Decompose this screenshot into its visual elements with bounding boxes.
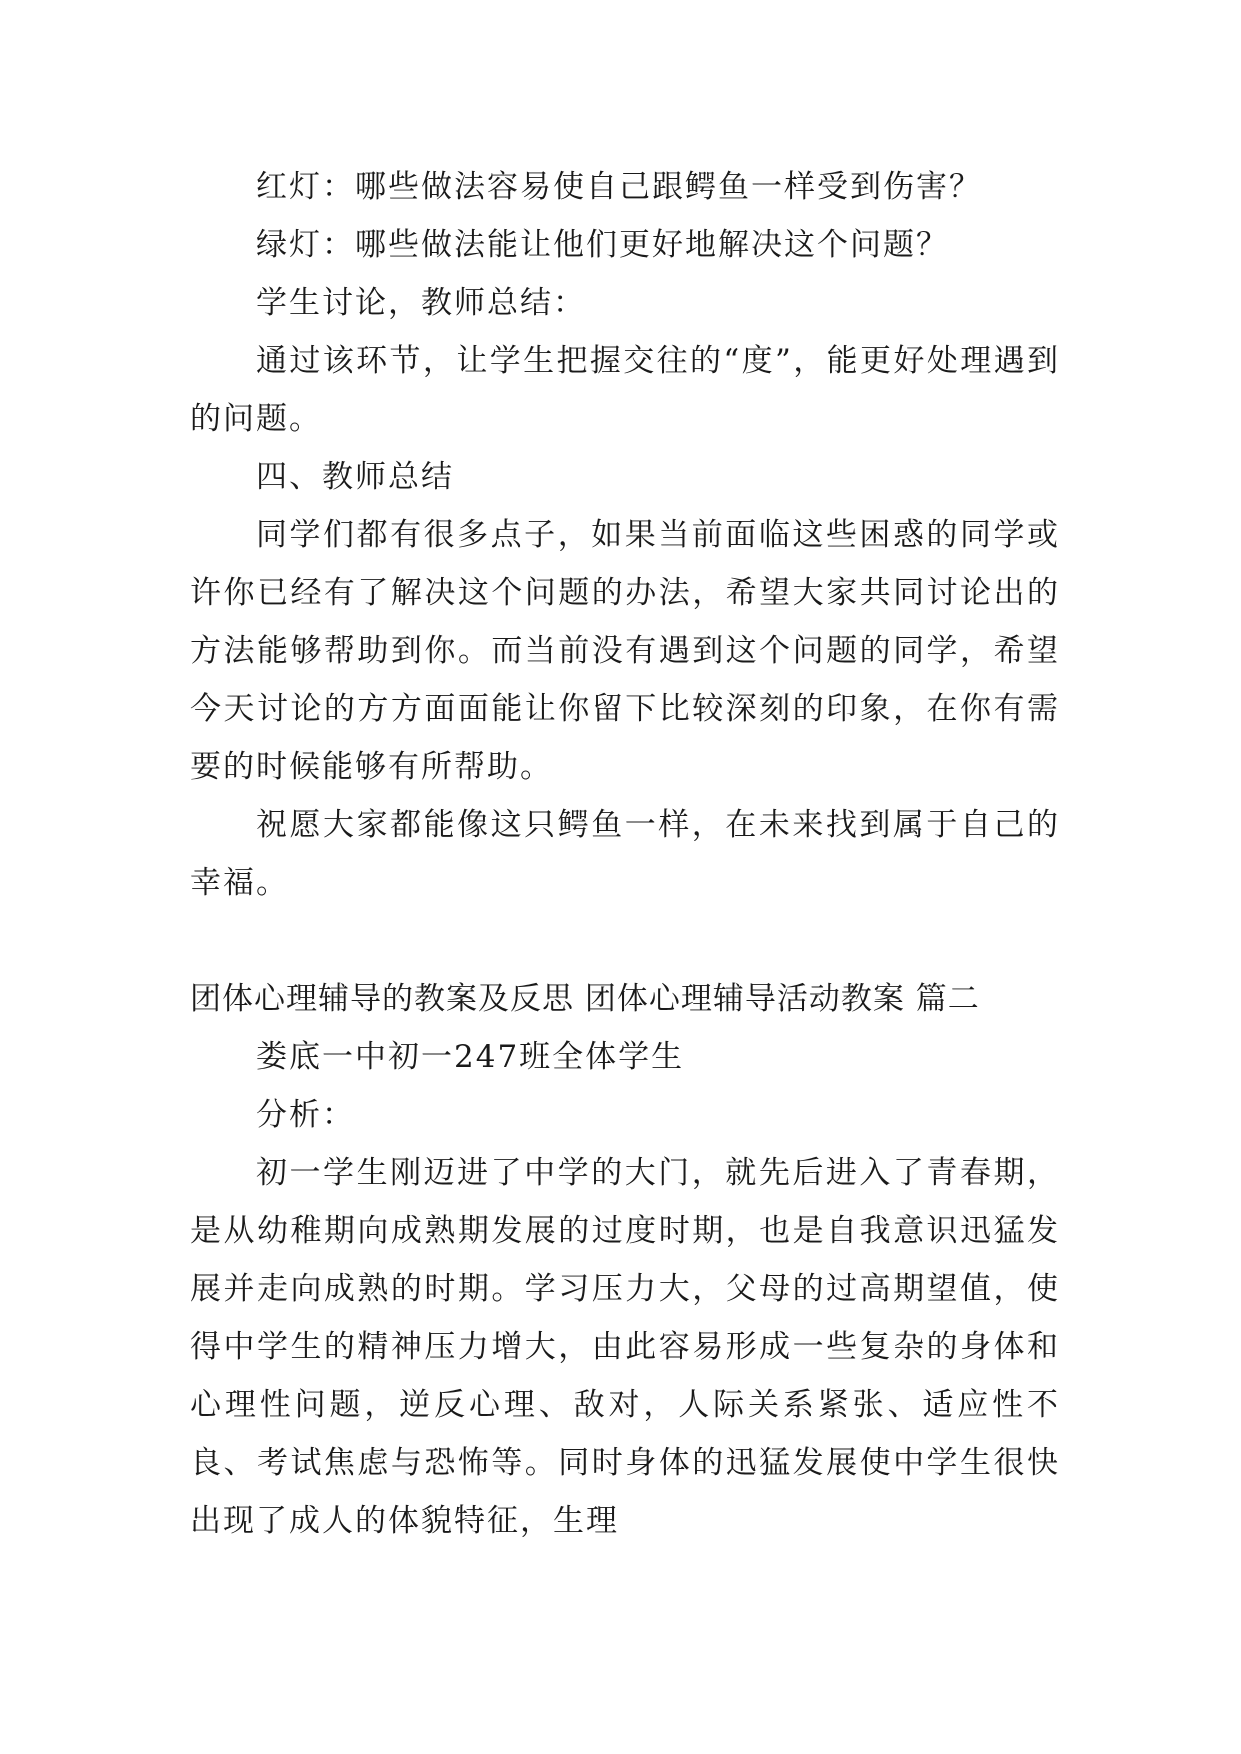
paragraph-red-light: 红灯：哪些做法容易使自己跟鳄鱼一样受到伤害？ [256, 169, 982, 205]
paragraph-link-summary: 通过该环节，让学生把握交往的“度”，能更好处理遇到的问题。 [190, 343, 1060, 437]
paragraph-green-light: 绿灯：哪些做法能让他们更好地解决这个问题？ [256, 227, 949, 263]
paragraph-wishes: 祝愿大家都能像这只鳄鱼一样，在未来找到属于自己的幸福。 [190, 807, 1060, 901]
heading-analysis: 分析： [256, 1097, 355, 1133]
heading-teacher-summary: 四、教师总结 [256, 459, 454, 495]
paragraph-teacher-summary: 同学们都有很多点子，如果当前面临这些困惑的同学或许你已经有了解决这个问题的办法，希望大家共同讨论出的方法能够帮助到你。而当前没有遇到这个问题的同学，希望今天讨论的方方面面能让你留下比较深刻的印象，在你有需要的时候能够有所帮助。 [190, 517, 1060, 785]
paragraph-audience: 娄底一中初一247班全体学生 [256, 1039, 685, 1075]
paragraph-discussion: 学生讨论，教师总结： [256, 285, 586, 321]
paragraph-analysis: 初一学生刚迈进了中学的大门，就先后进入了青春期，是从幼稚期向成熟期发展的过度时期，也是自我意识迅猛发展并走向成熟的时期。学习压力大，父母的过高期望值，使得中学生的精神压力增大，由此容易形成一些复杂的身体和心理性问题，逆反心理、敌对，人际关系紧张、适应性不良、考试焦虑与恐怖等。同时身体的迅猛发展使中学生很快出现了成人的体貌特征，生理 [190, 1155, 1060, 1539]
section-title: 团体心理辅导的教案及反思 团体心理辅导活动教案 篇二 [190, 981, 980, 1017]
document-body [190, 158, 1060, 1550]
